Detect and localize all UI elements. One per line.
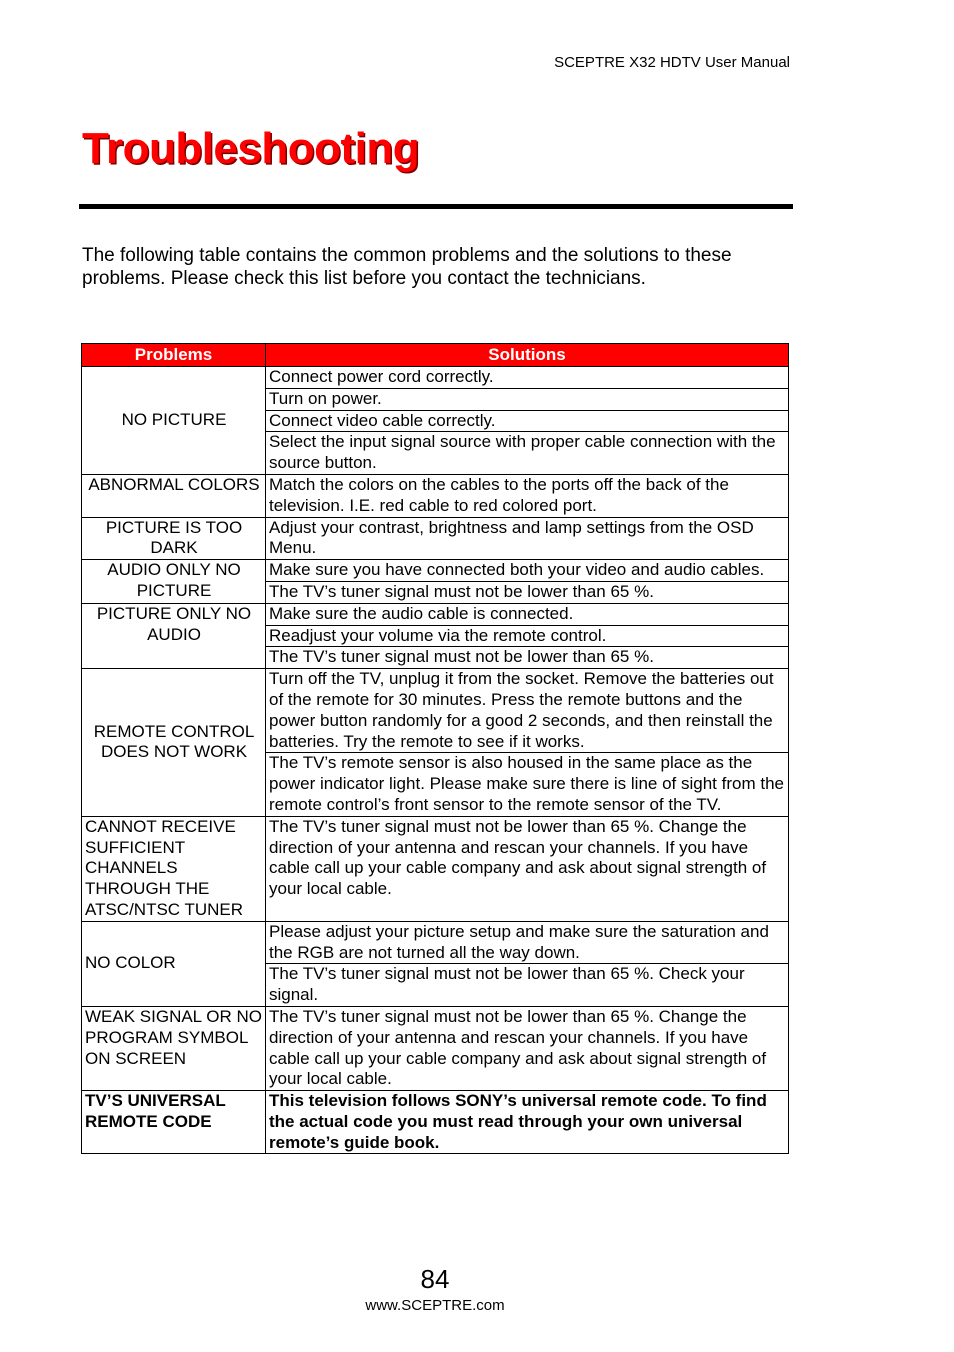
solution-cell: Connect video cable correctly. [266,410,789,432]
solution-cell: Turn off the TV, unplug it from the socket. Remove the batteries out of the remote for 30 minutes. Press the remote buttons and the power button randomly for a good 2 seconds, and then reinstall the batteries. Try the remote to see if it works. [266,669,789,753]
table-row [82,367,789,389]
solution-cell: The TV’s tuner signal must not be lower than 65 %. [266,647,789,669]
troubleshooting-table [81,343,789,1154]
problem-cell: CANNOT RECEIVE SUFFICIENT CHANNELS THROUGH THE ATSC/NTSC TUNER [82,816,266,921]
problem-cell: NO COLOR [82,921,266,1006]
table-header-row [82,344,789,367]
table-row [82,603,789,625]
solution-cell: Adjust your contrast, brightness and lamp settings from the OSD Menu. [266,517,789,560]
footer-url: www.SCEPTRE.com [365,1297,505,1314]
problem-cell: ABNORMAL COLORS [82,474,266,517]
table-row [82,1006,789,1090]
solution-cell: The TV’s tuner signal must not be lower than 65 %. Check your signal. [266,964,789,1007]
solution-cell: Make sure you have connected both your video and audio cables. [266,560,789,582]
solution-cell: Make sure the audio cable is connected. [266,603,789,625]
solution-cell: The TV’s tuner signal must not be lower than 65 %. Change the direction of your antenna and rescan your channels. If you have cable call up your cable company and ask about signal strength of your local cable. [266,816,789,921]
intro-paragraph: The following table contains the common problems and the solutions to these problems. Please check this list before you contact the technicians. [82,245,732,289]
table-row [82,816,789,921]
solution-cell: Match the colors on the cables to the ports off the back of the television. I.E. red cable to red colored port. [266,474,789,517]
table-row [82,1091,789,1154]
problem-cell: WEAK SIGNAL OR NO PROGRAM SYMBOL ON SCREEN [82,1006,266,1090]
problem-cell: TV’S UNIVERSAL REMOTE CODE [82,1091,266,1154]
problem-cell: PICTURE ONLY NO AUDIO [82,603,266,668]
solution-cell: Turn on power. [266,388,789,410]
solution-cell: Connect power cord correctly. [266,367,789,389]
solution-cell: Readjust your volume via the remote control. [266,625,789,647]
solution-cell: The TV’s tuner signal must not be lower than 65 %. Change the direction of your antenna and rescan your channels. If you have cable call up your cable company and ask about signal strength of your local cable. [266,1006,789,1090]
solution-cell: The TV’s tuner signal must not be lower than 65 %. [266,581,789,603]
problem-cell: REMOTE CONTROL DOES NOT WORK [82,669,266,817]
solution-cell: This television follows SONY’s universal remote code. To find the actual code you must read through your own universal remote’s guide book. [266,1091,789,1154]
page-title: Troubleshooting [82,124,420,173]
solution-cell: Please adjust your picture setup and make sure the saturation and the RGB are not turned all the way down. [266,921,789,964]
solution-cell: The TV’s remote sensor is also housed in the same place as the power indicator light. Please make sure there is line of sight from the remote control’s front sensor to the remote sensor of the TV. [266,753,789,816]
problem-cell: AUDIO ONLY NO PICTURE [82,560,266,604]
title-divider [79,204,793,209]
table-row [82,474,789,517]
problem-cell: PICTURE IS TOO DARK [82,517,266,560]
table-row [82,560,789,582]
table-row [82,517,789,560]
solution-cell: Select the input signal source with proper cable connection with the source button. [266,432,789,475]
table-row [82,669,789,753]
manual-title: SCEPTRE X32 HDTV User Manual [554,54,790,71]
problem-cell: NO PICTURE [82,367,266,475]
page-number: 84 [420,1264,450,1294]
problems-column-header: Problems [82,344,266,367]
table-row [82,921,789,964]
solutions-column-header: Solutions [266,344,789,367]
